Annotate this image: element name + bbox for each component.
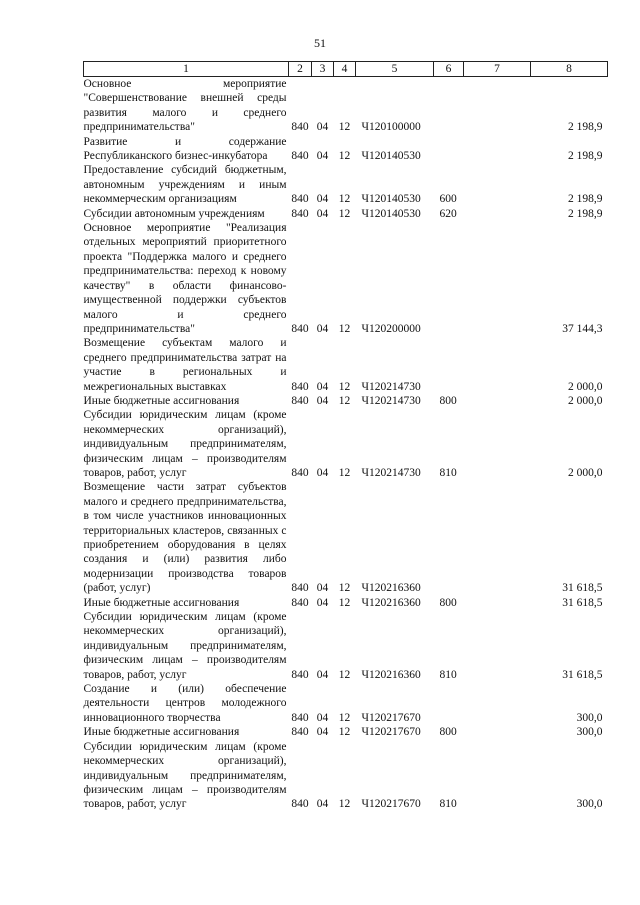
target-article-code: Ч120216360 (361, 596, 421, 609)
section-code: 04 (316, 668, 329, 681)
expense-type-code (434, 221, 464, 336)
amount-value: 31 618,5 (562, 668, 603, 681)
item-name: Создание и (или) обеспечение деятельности центров молодежного инновационного творчества (83, 683, 287, 724)
ministry-code: 840 (291, 193, 309, 206)
item-name: Предоставление субсидий бюджетным, автономным учреждениям и иным некоммерческим организациям (83, 164, 287, 206)
amount-value: 2 198,9 (568, 207, 603, 220)
expense-type-code: 620 (439, 207, 457, 220)
subsection-code: 12 (338, 582, 351, 595)
column-7-value (464, 163, 531, 206)
expense-type-code: 810 (439, 668, 457, 681)
table-row (84, 610, 608, 682)
target-article-code: Ч120217670 (361, 798, 421, 811)
subsection-code: 12 (338, 322, 351, 335)
ministry-code: 840 (291, 726, 309, 739)
amount-value: 300,0 (576, 726, 603, 739)
target-article-code: Ч120217670 (361, 711, 421, 724)
column-7-value (464, 336, 531, 394)
amount-value: 2 198,9 (568, 193, 603, 206)
amount-value: 300,0 (576, 798, 603, 811)
section-code: 04 (316, 207, 329, 220)
target-article-code: Ч120100000 (361, 121, 421, 134)
section-code: 04 (316, 711, 329, 724)
section-code: 04 (316, 798, 329, 811)
section-code: 04 (316, 193, 329, 206)
ministry-code: 840 (291, 322, 309, 335)
expense-type-code (434, 480, 464, 595)
ministry-code: 840 (291, 798, 309, 811)
column-7-value (464, 394, 531, 408)
column-header: 3 (312, 62, 334, 77)
ministry-code: 840 (291, 394, 309, 407)
table-row (84, 394, 608, 408)
item-name: Иные бюджетные ассигнования (83, 394, 240, 407)
target-article-code: Ч120140530 (361, 207, 421, 220)
subsection-code: 12 (338, 711, 351, 724)
ministry-code: 840 (291, 711, 309, 724)
section-code: 04 (316, 380, 329, 393)
subsection-code: 12 (338, 394, 351, 407)
target-article-code: Ч120214730 (361, 394, 421, 407)
column-header: 5 (356, 62, 434, 77)
column-7-value (464, 221, 531, 336)
item-name: Субсидии юридическим лицам (кроме некоммерческих организаций), индивидуальным предпринимателям, физическим лицам – производителям товаров, работ, услуг (83, 740, 287, 811)
column-header: 1 (84, 62, 289, 77)
section-code: 04 (316, 322, 329, 335)
section-code: 04 (316, 596, 329, 609)
column-header: 4 (334, 62, 356, 77)
ministry-code: 840 (291, 150, 309, 163)
subsection-code: 12 (338, 596, 351, 609)
table-row (84, 682, 608, 725)
column-7-value (464, 480, 531, 595)
table-row (84, 480, 608, 595)
expense-type-code: 800 (439, 596, 457, 609)
amount-value: 2 000,0 (568, 394, 603, 407)
expense-type-code: 600 (439, 193, 457, 206)
column-header: 8 (531, 62, 608, 77)
page-number: 51 (314, 36, 326, 50)
ministry-code: 840 (291, 596, 309, 609)
item-name: Возмещение части затрат субъектов малого и среднего предпринимательства, в том числе участников инновационных территориальных кластеров, связанных с приобретением оборудования в целях создания и (или) развития либо модернизации производства товаров (работ, услуг) (83, 481, 287, 595)
item-name: Основное мероприятие "Реализация отдельных мероприятий приоритетного проекта "Поддержка малого и среднего предпринимательства: переход к новому качеству" в области финансово-имущественной поддержки субъектов малого и среднего предпринимательства" (83, 222, 287, 335)
table-body (84, 77, 608, 812)
ministry-code: 840 (291, 668, 309, 681)
column-7-value (464, 610, 531, 682)
table-row (84, 77, 608, 135)
amount-value: 300,0 (576, 711, 603, 724)
section-code: 04 (316, 121, 329, 134)
subsection-code: 12 (338, 193, 351, 206)
table-row (84, 207, 608, 221)
column-7-value (464, 77, 531, 135)
table-row (84, 740, 608, 812)
section-code: 04 (316, 466, 329, 479)
expense-type-code: 810 (439, 466, 457, 479)
subsection-code: 12 (338, 466, 351, 479)
column-header: 7 (464, 62, 531, 77)
expense-type-code: 810 (439, 798, 457, 811)
ministry-code: 840 (291, 380, 309, 393)
amount-value: 2 000,0 (568, 466, 603, 479)
table-row (84, 336, 608, 394)
table-row (84, 163, 608, 206)
item-name: Иные бюджетные ассигнования (83, 726, 240, 739)
table-header-row (84, 62, 608, 77)
column-7-value (464, 725, 531, 739)
item-name: Субсидии автономным учреждениям (83, 207, 265, 220)
expense-type-code: 800 (439, 726, 457, 739)
target-article-code: Ч120216360 (361, 582, 421, 595)
amount-value: 2 000,0 (568, 380, 603, 393)
target-article-code: Ч120140530 (361, 193, 421, 206)
amount-value: 2 198,9 (568, 150, 603, 163)
ministry-code: 840 (291, 466, 309, 479)
section-code: 04 (316, 582, 329, 595)
subsection-code: 12 (338, 150, 351, 163)
subsection-code: 12 (338, 380, 351, 393)
item-name: Основное мероприятие "Совершенствование внешней среды развития малого и среднего предпринимательства" (83, 78, 287, 134)
budget-table (83, 61, 608, 812)
table-row (84, 221, 608, 336)
subsection-code: 12 (338, 726, 351, 739)
section-code: 04 (316, 150, 329, 163)
amount-value: 2 198,9 (568, 121, 603, 134)
item-name: Возмещение субъектам малого и среднего предпринимательства затрат на участие в региональных и межрегиональных выставках (83, 337, 287, 393)
column-header: 2 (289, 62, 312, 77)
amount-value: 37 144,3 (562, 322, 603, 335)
ministry-code: 840 (291, 207, 309, 220)
table-row (84, 408, 608, 480)
column-header: 6 (434, 62, 464, 77)
subsection-code: 12 (338, 121, 351, 134)
column-7-value (464, 207, 531, 221)
subsection-code: 12 (338, 798, 351, 811)
column-7-value (464, 596, 531, 610)
expense-type-code (434, 682, 464, 725)
target-article-code: Ч120214730 (361, 466, 421, 479)
target-article-code: Ч120214730 (361, 380, 421, 393)
item-name: Субсидии юридическим лицам (кроме некоммерческих организаций), индивидуальным предпринимателям, физическим лицам – производителям товаров, работ, услуг (83, 611, 287, 681)
column-7-value (464, 740, 531, 812)
item-name: Развитие и содержание Республиканского бизнес-инкубатора (83, 135, 287, 163)
item-name: Субсидии юридическим лицам (кроме некоммерческих организаций), индивидуальным предпринимателям, физическим лицам – производителям товаров, работ, услуг (83, 409, 287, 479)
subsection-code: 12 (338, 207, 351, 220)
expense-type-code (434, 336, 464, 394)
item-name: Иные бюджетные ассигнования (83, 596, 240, 609)
table-row (84, 596, 608, 610)
table-row (84, 725, 608, 739)
ministry-code: 840 (291, 121, 309, 134)
target-article-code: Ч120217670 (361, 726, 421, 739)
column-7-value (464, 408, 531, 480)
ministry-code: 840 (291, 582, 309, 595)
section-code: 04 (316, 726, 329, 739)
amount-value: 31 618,5 (562, 582, 603, 595)
budget-table-container (83, 61, 607, 812)
target-article-code: Ч120216360 (361, 668, 421, 681)
target-article-code: Ч120200000 (361, 322, 421, 335)
subsection-code: 12 (338, 668, 351, 681)
amount-value: 31 618,5 (562, 596, 603, 609)
expense-type-code: 800 (439, 394, 457, 407)
column-7-value (464, 135, 531, 164)
column-7-value (464, 682, 531, 725)
table-row (84, 135, 608, 164)
target-article-code: Ч120140530 (361, 150, 421, 163)
section-code: 04 (316, 394, 329, 407)
expense-type-code (434, 135, 464, 164)
expense-type-code (434, 77, 464, 135)
